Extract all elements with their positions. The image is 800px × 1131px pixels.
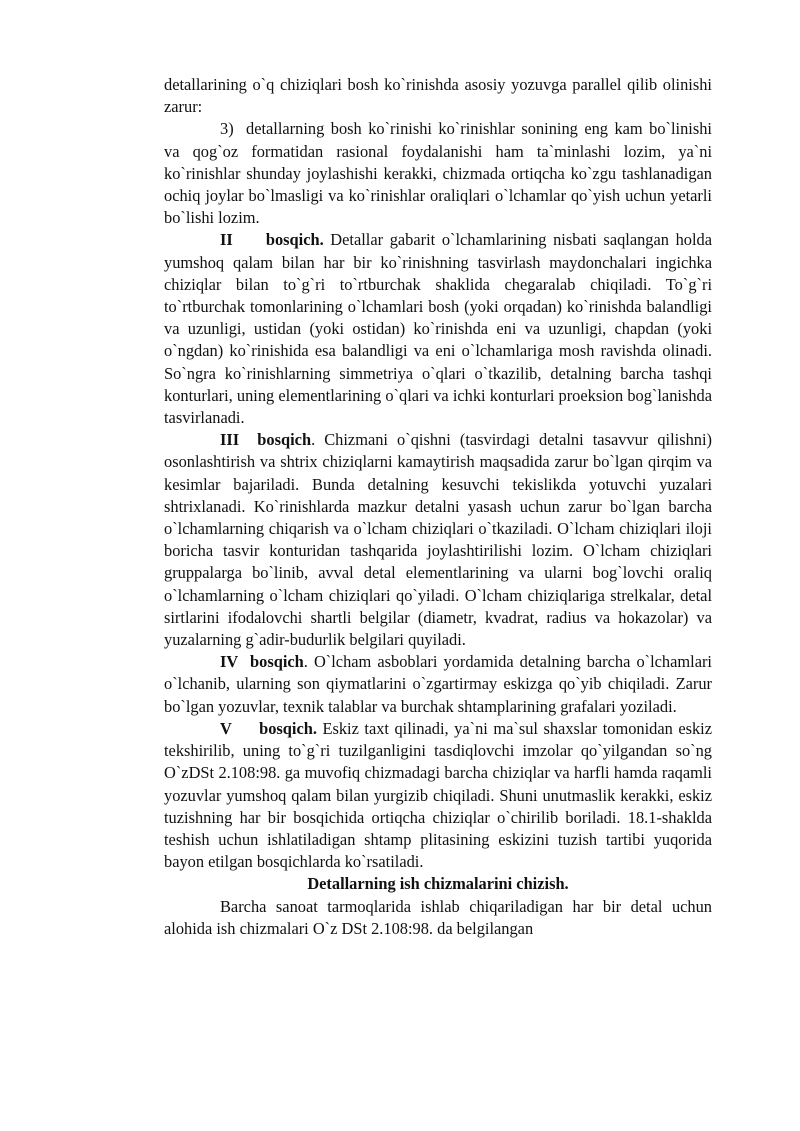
section-heading: Detallarning ish chizmalarini chizish. bbox=[307, 874, 569, 894]
list-item-text: detallarning bosh ko`rinishi ko`rinishlar sonining eng kam bo`linishi va qog`oz formatidan rasional foydalanishi ham ta`minlashi lozim, ya`ni ko`rinishlar shunday joylashishi kerakki, chizmada ortiqcha ko`zgu tashlanadigan ochiq joylar bo`lmasligi va ko`rinishlar oraliqlari o`lchamlar qo`yish uchun yetarli bo`lishi lozim. bbox=[164, 119, 712, 228]
stage-5-text: Eskiz taxt qilinadi, ya`ni ma`sul shaxslar tomonidan eskiz tekshirilib, uning to`g`ri tuzilganligini tasdiqlovchi imzolar qo`yilgandan so`ng O`zDSt 2.108:98. ga muvofiq chizmadagi barcha chiziqlar va harfli hamda raqamli yozuvlar yumshoq qalam bilan yurgizib chiqiladi. Shuni unutmaslik kerakki, eskiz tuzishning har bir bosqichida ortiqcha chiziqlar o`chirilib boriladi. 18.1-shaklda teshish uchun ishlatiladigan shtamp plitasining eskizini tuzish tartibi yuqorida bayon etilgan bosqichlarda ko`rsatiladi. bbox=[164, 718, 712, 872]
list-item-number: 3) bbox=[220, 119, 234, 139]
document-page bbox=[164, 74, 712, 940]
stage-2-text: Detallar gabarit o`lchamlarining nisbati saqlangan holda yumshoq qalam bilan har bir ko`rinishning tasvirlash maydonchalari ingichka chiziqlar bilan to`g`ri to`rtburchak shaklida chegaralab chiqiladi. To`g`ri to`rtburchak tomonlarining o`lchamlari bosh (yoki orqadan) ko`rinishda balandligi va uzunligi, ustidan (yoki ostidan) ko`rinishda eni va uzunligi, chapdan (yoki o`ngdan) ko`rinishida esa balandligi va eni o`lchamlariga mosh ravishda olinadi. So`ngra ko`rinishlarning simmetriya o`qlari o`tkazilib, detalning barcha tashqi konturlari, uning elementlarining o`qlari va ichki konturlari proeksion bog`lanishda tasvirlanadi. bbox=[164, 230, 713, 428]
stage-5-paragraph bbox=[164, 718, 712, 873]
stage-2-label: II bosqich. bbox=[220, 230, 324, 250]
intro-paragraph bbox=[164, 74, 712, 118]
stage-2-paragraph bbox=[164, 229, 712, 429]
stage-3-text: . Chizmani o`qishni (tasvirdagi detalni tasavvur qilishni) osonlashtirish va shtrix chiziqlarni kamaytirish maqsadida zarur bo`lgan qirqim va kesimlar bajariladi. Bunda detalning kesuvchi tekislikda yotuvchi yuzalari shtrixlanadi. Ko`rinishlarda mazkur detalni yasash uchun zarur bo`lgan barcha o`lchamlarning chiqarish va o`lcham chiziqlari o`tkaziladi. O`lcham chiziqlari iloji boricha tasvir konturidan tashqarida joylashtirilishi lozim. O`lcham chiziqlari gruppalarga bo`linib, avval detal elementlarining va ularni bog`lovchi oraliq o`lchamlarning o`lcham chiziqlari qo`yiladi. O`lcham chiziqlariga strelkalar, detal sirtlarini ifodalovchi shartli belgilar (diametr, kvadrat, radius va hokazolar) va yuzalarning g`adir-budurlik belgilari quyiladi. bbox=[164, 430, 712, 650]
stage-4-paragraph bbox=[164, 651, 712, 718]
intro-text: detallarining o`q chiziqlari bosh ko`rinishda asosiy yozuvga parallel qilib olinishi zarur: bbox=[164, 75, 712, 117]
stage-3-paragraph bbox=[164, 429, 712, 651]
final-paragraph-text: Barcha sanoat tarmoqlarida ishlab chiqariladigan har bir detal uchun alohida ish chizmalari O`z DSt 2.108:98. da belgilangan bbox=[164, 896, 712, 938]
stage-5-label: V bosqich. bbox=[220, 718, 317, 738]
stage-3-label: III bosqich bbox=[220, 430, 312, 450]
stage-4-label: IV bosqich bbox=[220, 652, 304, 672]
stage-4-text: . O`lcham asboblari yordamida detalning barcha o`lchamlari o`lchanib, ularning son qiymatlarini o`zgartirmay eskizga qo`yib chiqiladi. Zarur bo`lgan yozuvlar, texnik talablar va burchak shtamplarining grafalari yoziladi. bbox=[164, 652, 712, 716]
list-item-3 bbox=[164, 118, 712, 229]
final-paragraph bbox=[164, 896, 712, 940]
